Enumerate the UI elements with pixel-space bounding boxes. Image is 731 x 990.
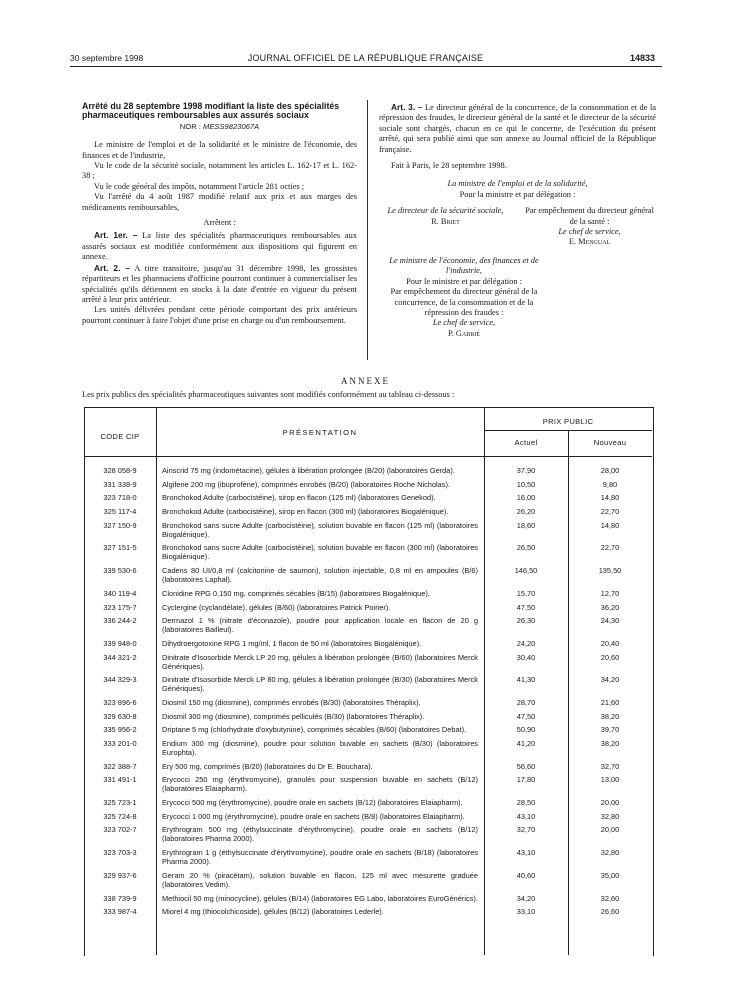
delegation-1: Pour la ministre et par délégation : [459,189,576,199]
column-header-nouveau: Nouveau [593,438,627,447]
cip-code: 329 630-8 [103,711,137,721]
cip-code: 344 329-3 [103,675,137,685]
prix-nouveau: 34,20 [600,675,620,685]
table-row [84,675,652,693]
preamble-ministers: Le ministre de l'emploi et de la solidarité et le ministre de l'économie, des finances et de l'industrie, [82,140,357,160]
prix-actuel: 41,30 [516,675,536,685]
article-2-text: A titre transitoire, jusqu'au 31 décembre 1998, les grossistes répartiteurs et les pharmaciens d'officine pourront continuer à commercialiser les spécialités qu'ils détiennent en stocks à la date d'entrée en vigueur du présent arrêté à leur prix antérieur. [82,263,357,304]
table-row [84,739,652,757]
cip-code: 339 948-0 [103,638,137,648]
article-3-label: Art. 3. – [391,102,423,112]
cip-code: 327 150-9 [103,520,137,530]
prix-nouveau: 32,70 [600,761,620,771]
prix-nouveau: 38,20 [600,711,620,721]
prix-nouveau: 20,00 [600,798,620,808]
cip-code: 338 739-9 [103,893,137,903]
presentation-cell: Endium 300 mg (diosmine), poudre pour solution buvable en sachets (B/30) (laboratoires Europhta). [162,739,478,757]
table-row [84,907,652,916]
nor-reference [82,122,357,132]
presentation-cell: Cyclergine (cyclandélate), gélules (B/60) (laboratoires Patrick Poirier). [162,602,391,612]
cip-code: 331 491-1 [103,775,137,785]
prix-actuel: 16,00 [516,493,536,503]
delegation-2: Pour le ministre et par délégation : [406,276,522,286]
prix-actuel: 17,80 [516,775,536,785]
column-header-presentation: PRÉSENTATION [282,428,358,437]
column-separator [367,100,368,360]
table-row [84,566,652,584]
presentation-cell: Geram 20 % (piracétam), solution buvable en flacon, 125 ml avec mesurette graduée (laboratoires Vedim). [162,870,478,889]
cip-code: 325 117-4 [103,507,137,517]
presentation-cell: Dinitrate d'Isosorbide Merck LP 80 mg, gélules à libération prolongée (B/30) (laboratoires Merck Génériques). [162,675,478,694]
article-2-label: Art. 2. – [94,262,131,273]
cip-code: 323 702-7 [103,825,137,835]
table-row [84,848,652,866]
article-1-text: La liste des spécialités pharmaceutiques remboursables aux assurés sociaux est modifiée conformément aux dispositions qui figurent en annexe. [82,231,358,262]
cip-code: 329 937-6 [103,870,137,880]
presentation-cell: Cadens 80 UI/0,8 ml (calcitonine de saumon), solution injectable, 0,8 ml en ampoules (B/6) (laboratoires Laphal). [162,566,478,585]
prix-actuel: 50,90 [516,725,536,735]
signature-right-name: E. Mengual [568,237,611,247]
visa-arrete-1987: Vu l'arrêté du 4 août 1987 modifié relatif aux prix et aux marges des médicaments remboursables, [82,192,357,212]
prix-nouveau: 9,80 [602,479,618,489]
presentation-cell: Bronchokod sans sucre Adulte (carbocistéine), solution buvable en flacon (125 ml) (laboratoires Biogalénique). [162,520,478,539]
prix-actuel: 28,70 [516,697,536,707]
page-number: 14833 [629,53,655,63]
prix-nouveau: 21,60 [600,697,620,707]
prix-actuel: 30,40 [516,652,536,662]
cip-code: 325 724-8 [103,811,137,821]
prix-nouveau: 14,80 [600,493,620,503]
table-row [84,543,652,561]
article-1-label: Art. 1er. – [94,230,138,241]
cip-code: 325 723-1 [103,798,137,808]
header-date: 30 septembre 1998 [70,53,144,63]
table-row [84,798,652,807]
table-row [84,493,652,502]
arretent-heading: Arrêtent : [203,218,236,228]
table-header-subrule [484,430,652,431]
cip-code: 323 175-7 [103,602,137,612]
cip-code: 323 718-0 [103,493,137,503]
prix-nouveau: 20,00 [600,825,620,835]
signature-left [379,206,512,248]
table-row [84,775,652,793]
cip-code: 328 058-9 [103,466,137,475]
signature-right-role: Par empêchement du directeur général de la santé : [525,206,654,226]
presentation-cell: Algifene 200 mg (ibuprofène), comprimés enrobés (B/20) (laboratoires Roche Nicholas). [162,479,450,489]
presentation-cell: Miorel 4 mg (thiocolchicoside), gélules (B/12) (laboratoires Lederle). [162,907,384,917]
nor-code: MESS9823067A [203,121,260,131]
signature-left-role: Le directeur de la sécurité sociale, [387,206,504,216]
table-row [84,507,652,516]
prix-nouveau: 20,60 [600,652,620,662]
prix-nouveau: 35,00 [600,870,620,880]
signature-right [523,206,656,248]
article-2 [82,263,357,306]
table-row [84,762,652,771]
article-2-continued: Les unités délivrées pendant cette période comportant des prix antérieurs pourront continuer à faire l'objet d'une prise en charge ou d'un remboursement. [82,305,357,325]
prix-actuel: 26,20 [516,507,536,517]
table-row [84,480,652,489]
annexe-intro: Les prix publics des spécialités pharmaceutiques suivantes sont modifiés conformément au tableau ci-dessous : [82,390,455,399]
prix-actuel: 40,60 [516,870,536,880]
visa-code-impots: Vu le code général des impôts, notamment l'article 281 octies ; [94,181,305,191]
cip-code: 331 338-9 [103,479,137,489]
minister-1: La ministre de l'emploi et de la solidarité, [447,179,588,189]
presentation-cell: Erycocci 250 mg (érythromycine), granulés pour suspension buvable en sachets (B/12) (laboratoires Elaiapharm). [162,775,478,794]
prix-actuel: 26,50 [516,543,536,553]
presentation-cell: Erycocci 500 mg (érythromycine), poudre orale en sachets (B/12) (laboratoires Elaiapharm). [162,798,463,808]
prix-nouveau: 28,00 [600,466,620,475]
prix-nouveau: 20,40 [600,638,620,648]
prix-nouveau: 32,80 [600,848,620,858]
prix-actuel: 47,50 [516,711,536,721]
column-header-prix: PRIX PUBLIC [542,417,594,426]
cip-code: 344 321-2 [103,652,137,662]
nor-label: NOR : [179,121,201,131]
presentation-cell: Clonidine RPG 0,150 mg, comprimés sécables (B/15) (laboratoires Biogalénique). [162,588,430,598]
table-row [84,616,652,634]
prix-nouveau: 32,60 [600,893,620,903]
table-row [84,466,652,475]
cip-code: 340 119-4 [103,588,137,598]
prix-actuel: 37,90 [516,466,536,475]
prix-nouveau: 14,80 [600,520,620,530]
presentation-cell: Methiocil 50 mg (minocycline), gélules (B/14) (laboratoires EG Labo, laboratoires EuroGénérics). [162,893,478,903]
arrete-title: Arrêté du 28 septembre 1998 modifiant la liste des spécialités pharmaceutiques remboursables aux assurés sociaux [82,101,340,121]
presentation-cell: Bronchokod Adulte (carbocistéine), sirop en flacon (125 ml) (laboratoires Genekod). [162,493,436,503]
table-row [84,589,652,598]
left-column [82,102,357,326]
table-row [84,894,652,903]
prix-nouveau: 39,70 [600,725,620,735]
cip-code: 327 151-5 [103,543,137,553]
presentation-cell: Driptane 5 mg (chlorhydrate d'oxybutynine), comprimés sécables (B/60) (laboratoires Debat). [162,725,467,735]
column-header-actuel: Actuel [514,438,538,447]
table-row [84,725,652,734]
presentation-cell: Ainscrid 75 mg (indométacine), gélules à libération prolongée (B/20) (laboratoires Gerda). [162,466,455,475]
presentation-cell: Bronchokod Adulte (carbocistéine), sirop en flacon (300 ml) (laboratoires Biogalénique). [162,507,449,517]
table-row [84,653,652,671]
presentation-cell: Dihydroergotoxine RPG 1 mg/ml, 1 flacon de 50 ml (laboratoires Biogalénique). [162,638,422,648]
prix-actuel: 47,50 [516,602,536,612]
prix-nouveau: 24,30 [600,616,620,626]
prix-actuel: 146,50 [514,566,538,576]
right-column [379,102,656,339]
chef-service-2: Le chef de service, [432,318,496,328]
table-row [84,812,652,821]
annexe-title: ANNEXE [341,376,390,386]
prix-nouveau: 13,00 [600,775,620,785]
table-row [84,698,652,707]
cip-code: 339 530-6 [103,566,137,576]
cip-code: 335 956-2 [103,725,137,735]
cip-code: 323 703-3 [103,848,137,858]
prix-actuel: 41,20 [516,739,536,748]
presentation-cell: Dinitrate d'Isosorbide Merck LP 20 mg, gélules à libération prolongée (B/60) (laboratoires Merck Génériques). [162,652,478,671]
presentation-cell: Erythrogram 500 mg (éthylsuccinate d'érythromycine), poudre orale en sachets (B/12) (laboratoires Pharma 2000). [162,825,478,844]
article-3 [379,102,656,155]
table-row [84,521,652,539]
table-row [84,603,652,612]
cip-code: 333 987-4 [103,907,137,917]
prix-nouveau: 38,20 [600,739,620,748]
journal-title: JOURNAL OFFICIEL DE LA RÉPUBLIQUE FRANÇAISE [247,53,484,63]
presentation-cell: Diosmil 300 mg (diosmine), comprimés pelliculés (B/30) (laboratoires Théraplix). [162,711,425,721]
prix-actuel: 24,20 [516,638,536,648]
cip-code: 336 244-2 [103,616,137,626]
table-row [84,712,652,721]
prix-actuel: 28,50 [516,798,536,808]
table-row [84,639,652,648]
signature-place-date: Fait à Paris, le 28 septembre 1998. [391,161,507,171]
visa-code-secu: Vu le code de la sécurité sociale, notamment les articles L. 162-17 et L. 162-38 ; [82,161,357,181]
prix-actuel: 56,60 [516,761,536,771]
table-header-rule [84,456,652,457]
cip-code: 322 388-7 [103,761,137,771]
presentation-cell: Diosmil 150 mg (diosmine), comprimés enrobés (B/30) (laboratoires Théraplix). [162,697,421,707]
presentation-cell: Ery 500 mg, comprimés (B/20) (laboratoires du Dr E. Bouchara). [162,761,373,771]
presentation-cell: Dermazol 1 % (nitrate d'éconazole), poudre pour application locale en flacon de 20 g (laboratoires Bailleul). [162,616,478,635]
article-1 [82,230,357,262]
prix-actuel: 43,10 [516,848,536,858]
prix-actuel: 32,70 [516,825,536,835]
table-row [84,825,652,843]
minister-2: Le ministre de l'économie, des finances et de l'industrie, [389,255,539,276]
table-row [84,871,652,889]
prix-actuel: 34,20 [516,893,536,903]
signature-name-2: P. Gabrié [448,328,480,338]
prix-actuel: 15,70 [516,588,536,598]
table-body [84,466,652,921]
presentation-cell: Bronchokod sans sucre Adulte (carbocistéine), solution buvable en flacon (300 ml) (laboratoires Biogalénique). [162,543,478,562]
prix-nouveau: 12,70 [600,588,620,598]
empechement-2: Par empêchement du directeur général de la concurrence, de la consommation et de la répression des fraudes : [390,287,538,317]
prix-nouveau: 22,70 [600,507,620,517]
prix-actuel: 43,10 [516,811,536,821]
signature-right-sub: Le chef de service, [558,227,621,237]
signature-block-2 [379,256,549,339]
presentation-cell: Erycocci 1 000 mg (érythromycine), poudre orale en sachets (B/8) (laboratoires Elaiapharm). [162,811,465,821]
prix-nouveau: 36,20 [600,602,620,612]
prix-actuel: 33,10 [516,907,536,917]
prix-nouveau: 22,70 [600,543,620,553]
header-rule [70,66,662,67]
signature-left-name: R. Briet [431,216,460,226]
prix-actuel: 26,30 [516,616,536,626]
prix-nouveau: 32,80 [600,811,620,821]
presentation-cell: Erythrogram 1 g (éthylsuccinate d'érythromycine), poudre orale en sachets (B/18) (laboratoires Pharma 2000). [162,848,478,867]
cip-code: 323 896-6 [103,697,137,707]
prix-actuel: 10,50 [516,479,536,489]
prix-nouveau: 26,60 [600,907,620,917]
article-3-text: Le directeur général de la concurrence, de la consommation et de la répression des fraudes, le directeur général de la santé et le directeur de la sécurité sociale sont chargés, chacun en ce qui le concerne, de l'exécution du présent arrêté, qui sera publié ainsi que son annexe au Journal officiel de la République française. [379,103,656,154]
column-header-code: CODE CIP [100,432,140,441]
prix-actuel: 18,60 [516,520,536,530]
prix-nouveau: 135,50 [598,566,622,576]
signature-row [379,206,656,248]
cip-code: 333 201-0 [103,739,137,748]
